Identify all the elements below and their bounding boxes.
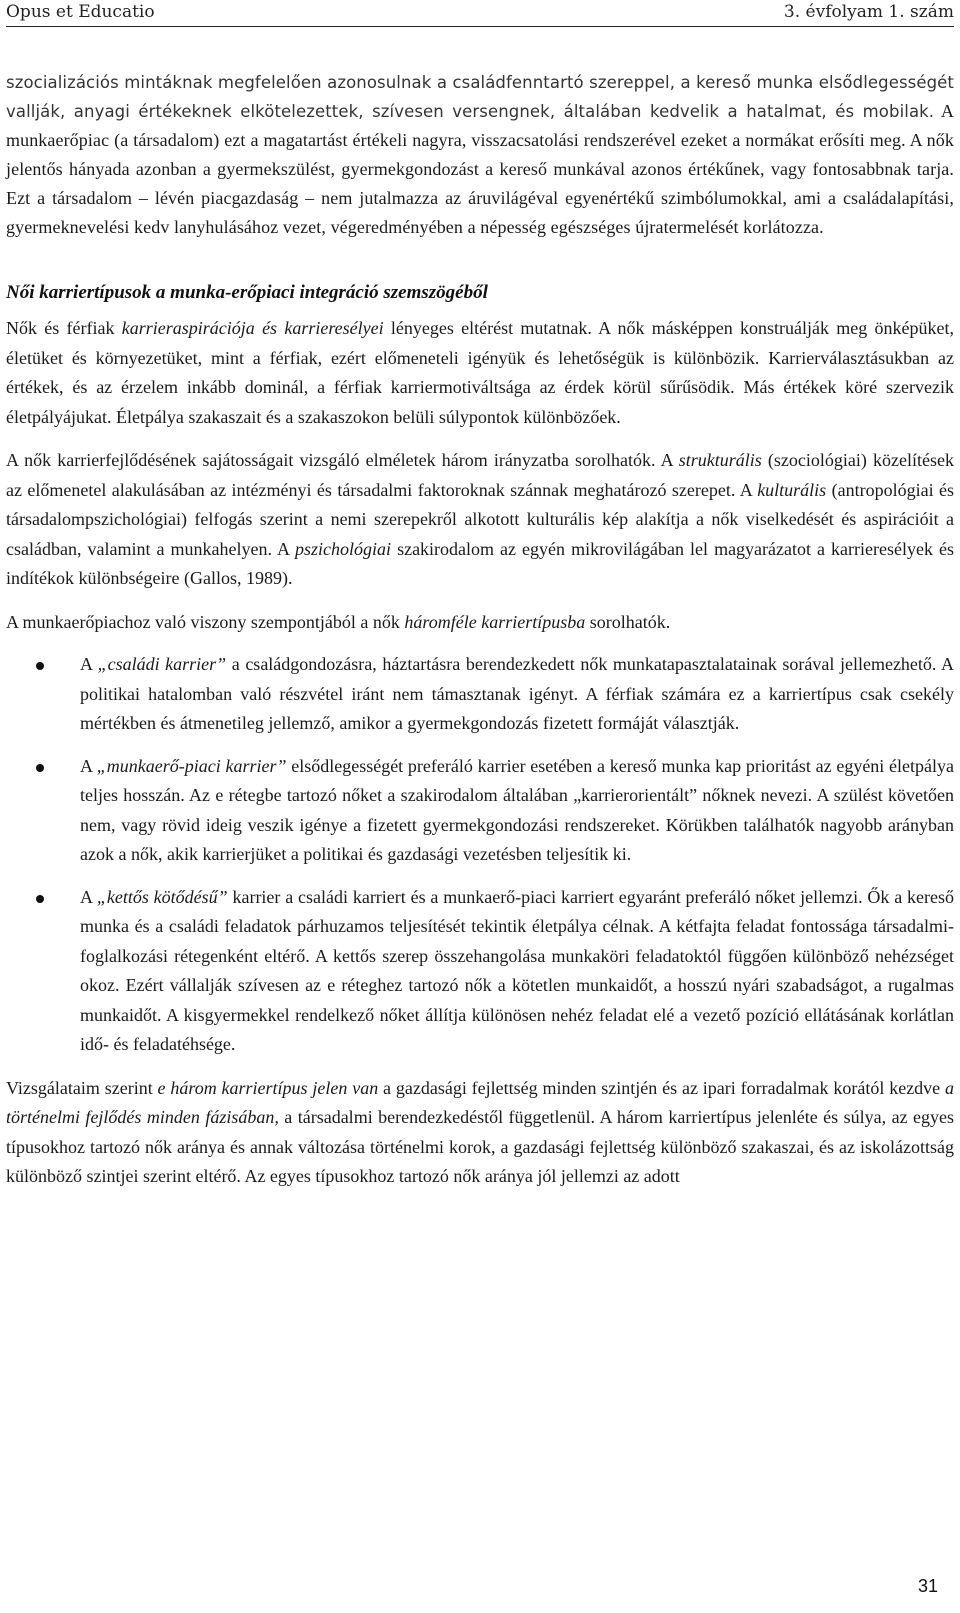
list-item — [6, 883, 954, 1060]
list-item — [6, 752, 954, 870]
document-body — [6, 68, 954, 1192]
bullet-icon — [36, 895, 44, 903]
running-header — [6, 0, 954, 27]
text-run: szakirodalom az egyén mikrovilágában lel magyarázatot a karrieresélyek és indítékok különbségeire (Gallos, 1989). — [6, 538, 954, 588]
intro-paragraph — [6, 68, 954, 242]
list-item-text — [80, 752, 954, 870]
text-run: A nők karrierfejlődésének sajátosságait vizsgáló elméletek három irányzatba sorolhatók. A — [6, 450, 679, 470]
paragraph-findings — [6, 1074, 954, 1192]
career-type-list — [6, 650, 954, 1060]
intro-serif-text: A munkaerőpiac (a társadalom) ezt a magatartást értékeli nagyra, visszacsatolási rendszerével ezeket a normákat erősíti meg. A nők jelentős hányada azonban a gyermekszülést, gyermekgondozást a kereső munkával azonos értékűnek, vagy fontosabbnak tarja. Ezt a társadalom – lévén piacgazdaság – nem jutalmazza az áruvilágéval egyenértékű szimbólumokkal, ami a családalapítási, gyermeknevelési kedv lanyhulásához vezet, végeredményében a népesség egészséges újratermelését korlátozza. — [6, 101, 954, 237]
text-run: A munkaerőpiachoz való viszony szempontjából a nők — [6, 611, 405, 632]
text-run: (antropológiai és társadalompszichológiai) felfogás szerint a nemi szerepekről alkotott kulturális kép alakítja a nők viselkedését és aspirációit a családban, valamint a munkahelyen. A — [6, 479, 955, 559]
text-run: lényeges eltérést mutatnak. A nők másképpen konstruálják meg önképüket, életüket és környezetüket, mint a férfiak, ezért előmeneteli igényük és lehetőségük is különbözik. Karrierválasztásukban az értékek, és az érzelem inkább dominál, a férfiak karriermotiváltsága az érdek körül sűrűsödik. Más értékek köré szervezik életpályájukat. Életpálya szakaszait és a szakaszokon belüli súlypontok különbözőek. — [6, 318, 954, 427]
emphasis: a történelmi fejlődés minden fázisában, — [6, 1077, 955, 1127]
text-run: Nők és férfiak — [6, 318, 122, 338]
emphasis: „családi karrier” — [97, 654, 227, 674]
emphasis: „munkaerő-piaci karrier” — [96, 755, 287, 776]
bullet-icon — [36, 764, 44, 772]
intro-sans-text: szocializációs mintáknak megfelelően azonosulnak a családfenntartó szereppel, a kereső munka elsődlegességét vallják, anyagi értékeknek elkötelezettek, szívesen versengnek, általában kedvelik a hatalmat, és mobilak. — [6, 73, 954, 121]
emphasis: pszichológiai — [295, 538, 392, 559]
text-run: a családgondozásra, háztartásra berendezkedett nők munkatapasztalatainak sorával jellemezhető. A politikai hatalomban való részvétel iránt nem támasztanak igényt. A férfiak számára ez a karriertípus csak csekély mértékben és átmenetileg jellemző, amikor a gyermekgondozás fizetett formáját választják. — [80, 654, 955, 733]
list-item-text — [80, 650, 954, 739]
text-run: A — [80, 755, 97, 776]
text-run: a társadalmi berendezkedéstől függetlenül. A három karriertípus jelenléte és súlya, az egyes típusokhoz tartozó nők aránya és annak változása történelmi korok, a gazdasági fejlettség különböző szakaszai, és az iskolázottság különböző szintjei szerint eltérő. Az egyes típusokhoz tartozó nők aránya jól jellemzi az adott — [6, 1107, 954, 1186]
paragraph-career-differences — [6, 314, 954, 432]
emphasis: kulturális — [757, 479, 827, 500]
text-run: Vizsgálataim szerint — [6, 1077, 158, 1098]
paragraph-theories — [6, 446, 954, 594]
page-number: 31 — [917, 1576, 938, 1596]
emphasis: strukturális — [678, 450, 762, 470]
section-heading: Női karriertípusok a munka-erőpiaci integráció szemszögéből — [6, 282, 488, 303]
text-run: a gazdasági fejlettség minden szintjén és az ipari forradalmak korától kezdve — [378, 1077, 946, 1098]
text-run: karrier a családi karriert és a munkaerő-piaci karriert egyaránt preferáló nőket jellemzi. Ők a kereső munka és a családi feladatok párhuzamos teljesítését tekintik életpálya célnak. A kétfajta feladat fontossága társadalmi-foglalkozási rétegenként eltérő. A kettős szerep összehangolása munkaköri feladatoktól függően különböző nehézséget okoz. Ezért vállalják szívesen az e réteghez tartozó nők a kötetlen munkaidőt, a hosszú nyári szabadságot, a rugalmas munkaidőt. A kisgyermekkel rendelkező nőket állítja különösen nehéz feladat elé a vezető pozíció ellátásának korlátlan idő- és feladatéhsége. — [80, 886, 954, 1054]
text-run: sorolhatók. — [585, 611, 671, 632]
text-run: elsődlegességét preferáló karrier esetében a kereső munka kap prioritást az egyéni életpálya teljes hosszán. Az e rétegbe tartozó nőket a szakirodalom általában „karrierorientált” nőknek nevezi. A szülést követően nem, vagy rövid ideig veszik igénye a fizetett gyermekgondozási rendszereket. Körükben találhatók nagyobb arányban azok a nők, akik karrierjüket a politikai és gazdasági vezetésben teljesítik ki. — [80, 755, 955, 864]
journal-title: Opus et Educatio — [6, 2, 155, 22]
list-item-text — [80, 883, 954, 1060]
bullet-icon — [36, 662, 44, 670]
text-run: (szociológiai) közelítések az előmenetel alakulásában az intézményi és társadalmi faktoroknak szánnak meghatározó szerepet. A — [6, 450, 954, 500]
emphasis: karrieraspirációja és karrieresélyei — [121, 318, 384, 338]
issue-label: 3. évfolyam 1. szám — [783, 2, 954, 22]
list-item — [6, 650, 954, 739]
text-run: A — [80, 654, 98, 674]
emphasis: „kettős kötődésű” — [96, 886, 228, 907]
emphasis: háromféle karriertípusba — [404, 611, 586, 632]
paragraph-three-types — [6, 608, 954, 638]
text-run: A — [80, 886, 97, 907]
emphasis: e három karriertípus jelen van — [157, 1077, 379, 1098]
